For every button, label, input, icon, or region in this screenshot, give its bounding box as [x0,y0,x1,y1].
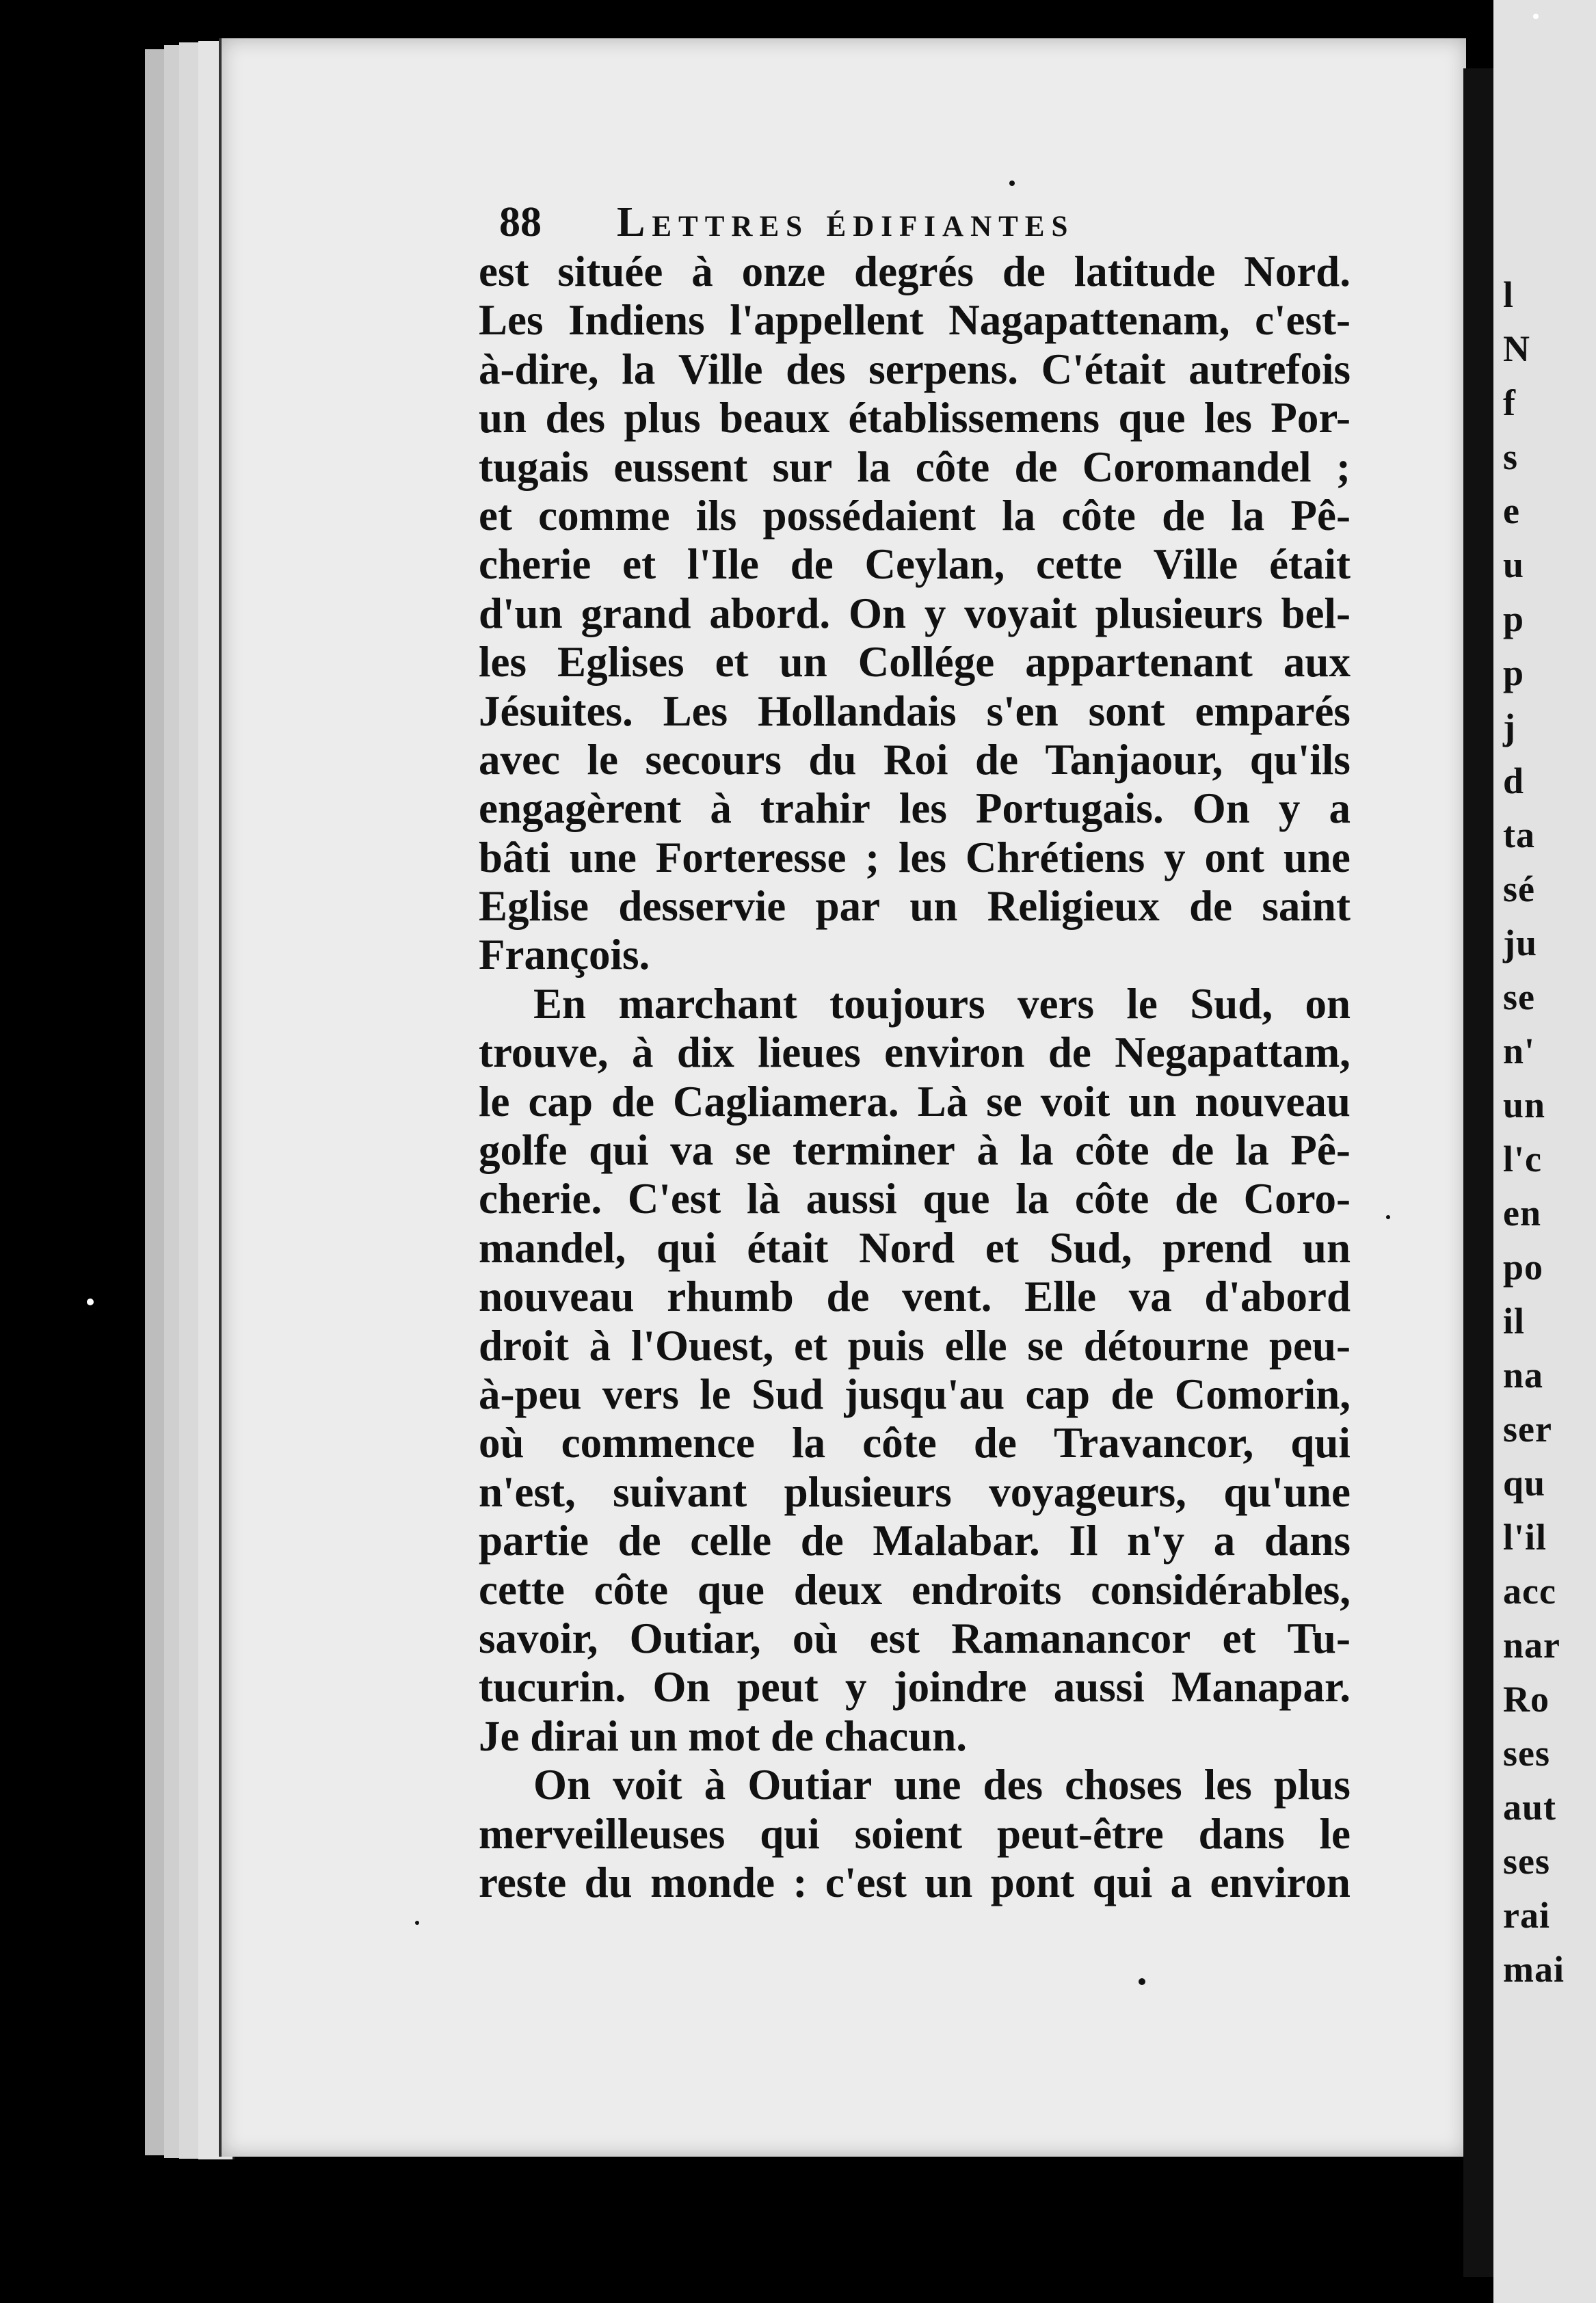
facing-page-fragment: ta [1503,814,1535,855]
facing-page-fragment: en [1503,1193,1541,1234]
running-head [499,198,1340,247]
facing-page-fragment: l'il [1503,1517,1547,1558]
facing-page-fragment: sé [1503,868,1535,909]
text-line: Jésuites. Les Hollandais s'en sont emparés [479,687,1351,735]
text-line: Les Indiens l'appellent Nagapattenam, c'est- [479,296,1351,345]
text-line: On voit à Outiar une des choses les plus [533,1761,1351,1809]
facing-page-fragment: ju [1503,922,1538,963]
facing-page-fragment: n' [1503,1030,1536,1071]
facing-page-fragment: aut [1503,1787,1557,1828]
text-line: un des plus beaux établissemens que les Por- [479,394,1351,442]
text-line: Je dirai un mot de chacun. [479,1712,968,1760]
facing-page [1493,0,1596,2303]
facing-page-fragment: u [1503,544,1525,585]
facing-page-fragment: N [1503,328,1530,369]
facing-page-fragment: un [1503,1084,1546,1126]
facing-page-fragment: ses [1503,1841,1550,1882]
text-line: nouveau rhumb de vent. Elle va d'abord [479,1273,1351,1321]
text-line: où commence la côte de Travancor, qui [479,1419,1351,1467]
text-line: golfe qui va se terminer à la côte de la Pê- [479,1126,1351,1175]
facing-page-fragment: p [1503,652,1525,693]
text-line: droit à l'Ouest, et puis elle se détourne peu- [479,1321,1351,1370]
text-line: reste du monde : c'est un pont qui a environ [479,1858,1351,1906]
facing-page-fragment: Ro [1503,1679,1550,1720]
text-line: cette côte que deux endroits considérables, [479,1565,1351,1614]
text-line: avec le secours du Roi de Tanjaour, qu'ils [479,735,1351,784]
text-line: tucurin. On peut y joindre aussi Manapar. [479,1663,1351,1712]
facing-page-fragment: se [1503,976,1535,1017]
text-line: partie de celle de Malabar. Il n'y a dans [479,1517,1351,1565]
text-line: En marchant toujours vers le Sud, on [533,979,1351,1028]
text-line: savoir, Outiar, où est Ramanancor et Tu- [479,1614,1351,1662]
text-line: est située à onze degrés de latitude Nord. [479,248,1351,295]
facing-page-fragment: rai [1503,1895,1550,1936]
page-number: 88 [499,199,542,245]
facing-page-fragment: ses [1503,1733,1550,1774]
facing-page-fragment: l'c [1503,1139,1542,1180]
facing-page-fragment: l [1503,274,1515,315]
text-line: cherie et l'Ile de Ceylan, cette Ville était [479,540,1351,589]
facing-page-fragment: qu [1503,1463,1546,1504]
facing-page-fragment: nar [1503,1625,1560,1666]
facing-page-fragment: p [1503,598,1525,639]
text-line: François. [479,931,650,979]
facing-page-fragment: il [1503,1301,1526,1342]
running-title: Lettres édifiantes [617,199,1075,245]
text-line: engagèrent à trahir les Portugais. On y a [479,784,1351,833]
facing-page-fragment: acc [1503,1571,1556,1612]
text-line: mandel, qui était Nord et Sud, prend un [479,1223,1351,1272]
text-line: et comme ils possédaient la côte de la Pê- [479,491,1351,540]
text-line: les Eglises et un Collége appartenant aux [479,638,1351,687]
text-line: tugais eussent sur la côte de Coromandel ; [479,442,1351,491]
text-line: cherie. C'est là aussi que la côte de Coro- [479,1175,1351,1223]
text-line: Eglise desservie par un Religieux de saint [479,882,1351,931]
text-line: à-peu vers le Sud jusqu'au cap de Comorin, [479,1370,1351,1418]
text-line: merveilleuses qui soient peut-être dans le [479,1809,1351,1858]
facing-page-fragment: e [1503,490,1520,531]
text-line: n'est, suivant plusieurs voyageurs, qu'une [479,1467,1351,1516]
facing-page-fragment: j [1503,706,1516,747]
text-line: bâti une Forteresse ; les Chrétiens y ont une [479,833,1351,881]
facing-page-fragment: s [1503,436,1519,477]
facing-page-fragment: ser [1503,1409,1552,1450]
book-gutter [1463,68,1493,2277]
text-line: à-dire, la Ville des serpens. C'était autrefois [479,345,1351,393]
text-line: le cap de Cagliamera. Là se voit un nouveau [479,1077,1351,1126]
facing-page-fragment: f [1503,382,1516,423]
facing-page-fragment: po [1503,1247,1544,1288]
body-text [479,248,1351,1907]
text-line: d'un grand abord. On y voyait plusieurs bel- [479,589,1351,637]
facing-page-fragment: d [1503,760,1525,801]
facing-page-fragment: na [1503,1355,1544,1396]
facing-page-fragment: mai [1503,1949,1565,1990]
text-line: trouve, à dix lieues environ de Negapattam, [479,1028,1351,1077]
